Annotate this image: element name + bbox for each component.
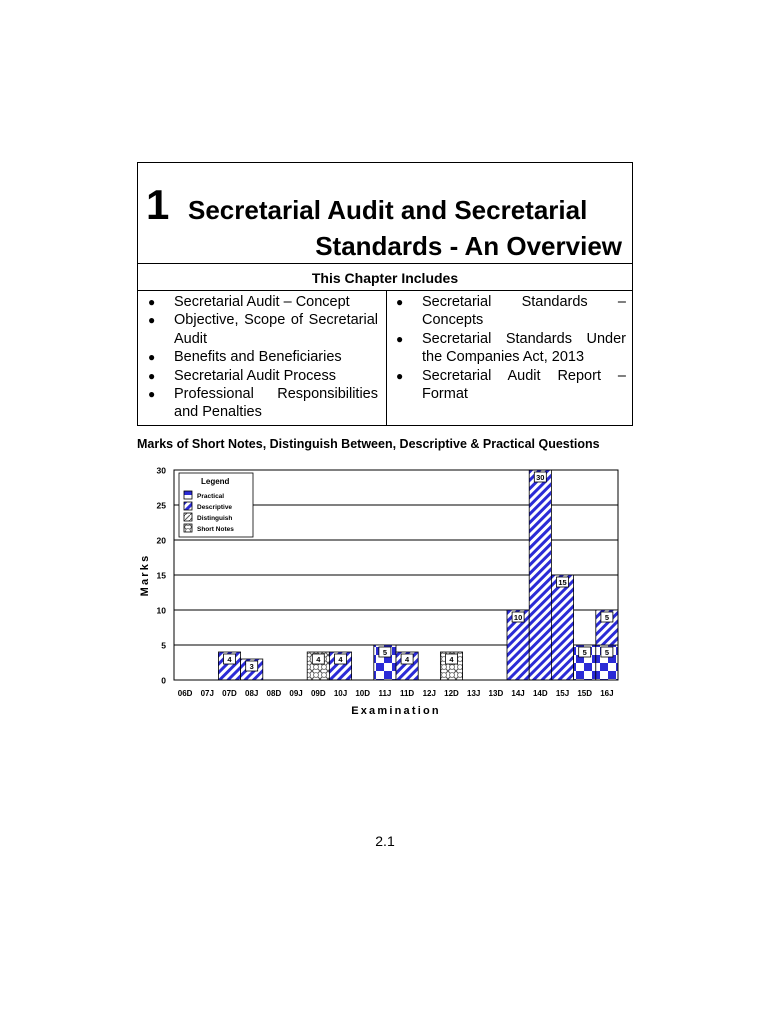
data-label: 5	[382, 648, 387, 657]
x-tick-label: 10D	[355, 689, 371, 698]
x-tick-label: 09J	[289, 689, 303, 698]
chapter-number: 1	[146, 181, 170, 228]
x-axis-title: Examination	[351, 705, 441, 717]
page-number: 2.1	[375, 833, 395, 849]
x-tick-label: 12D	[444, 689, 459, 698]
legend-label-short-notes: Short Notes	[197, 526, 234, 533]
divider	[138, 290, 632, 291]
y-tick-label: 5	[161, 640, 166, 651]
x-tick-label: 08J	[245, 689, 259, 698]
data-label: 30	[536, 473, 545, 482]
x-tick-label: 07D	[222, 689, 237, 698]
x-tick-label: 13J	[467, 689, 481, 698]
topic-item: ● Secretarial Audit Report – Format	[396, 367, 626, 404]
topic-item: ● Benefits and Beneficiaries	[148, 348, 378, 366]
topic-item: ● Secretarial Audit Process	[148, 367, 378, 385]
includes-heading: This Chapter Includes	[311, 270, 459, 286]
legend-label-distinguish: Distinguish	[197, 515, 233, 522]
chapter-title-line2: Standards - An Overview	[315, 231, 622, 261]
y-tick-label: 0	[161, 675, 166, 686]
topic-item: ● Professional Responsibilities and Penalties	[148, 385, 378, 422]
chart-title: Marks of Short Notes, Distinguish Between, Descriptive & Practical Questions	[137, 437, 600, 451]
x-tick-label: 11D	[399, 689, 415, 698]
x-tick-label: 16J	[600, 689, 614, 698]
data-label: 5	[604, 613, 609, 622]
legend-label-practical: Practical	[197, 493, 225, 500]
x-tick-label: 10J	[333, 689, 348, 698]
y-axis-title: Marks	[139, 553, 151, 597]
data-label: 15	[558, 578, 567, 587]
data-label: 4	[227, 655, 232, 664]
topic-item: ● Objective, Scope of Secretarial Audit	[148, 311, 378, 348]
x-tick-label: 11J	[378, 689, 392, 698]
legend-swatch-distinguish	[184, 513, 192, 521]
data-label: 10	[513, 613, 523, 622]
x-tick-label: 15J	[555, 689, 570, 698]
legend-label-descriptive: Descriptive	[197, 504, 233, 511]
legend-swatch-short-notes	[184, 524, 192, 532]
data-label: 5	[604, 648, 609, 657]
topics-right-list	[396, 293, 626, 403]
y-tick-label: 30	[156, 465, 166, 476]
y-tick-label: 20	[156, 535, 166, 546]
legend-swatch-descriptive	[184, 502, 192, 510]
topic-item: ● Secretarial Standards – Concepts	[396, 293, 626, 330]
data-label: 4	[405, 655, 410, 664]
y-tick-label: 25	[156, 500, 166, 511]
legend-swatch-practical	[184, 491, 192, 499]
y-tick-label: 10	[156, 605, 166, 616]
topic-item: ● Secretarial Audit – Concept	[148, 293, 378, 311]
data-label: 5	[582, 648, 587, 657]
data-label: 4	[449, 655, 454, 664]
x-tick-label: 09D	[310, 689, 326, 698]
x-tick-label: 06D	[177, 689, 193, 698]
column-divider	[386, 290, 387, 425]
data-label: 4	[316, 655, 321, 664]
divider	[138, 263, 632, 264]
x-tick-label: 12J	[422, 689, 436, 698]
x-tick-label: 14D	[532, 689, 548, 698]
x-tick-label: 14J	[511, 689, 525, 698]
x-tick-label: 13D	[488, 689, 504, 698]
chapter-title-line1: Secretarial Audit and Secretarial	[188, 195, 588, 225]
bar-descriptive	[529, 470, 551, 680]
x-tick-label: 07J	[200, 689, 214, 698]
x-tick-label: 15D	[577, 689, 593, 698]
marks-bar-chart	[120, 455, 630, 725]
bar-descriptive	[551, 575, 573, 680]
topic-item: ● Secretarial Standards Under the Companies Act, 2013	[396, 330, 626, 367]
data-label: 4	[338, 655, 343, 664]
chapter-header-box	[137, 162, 633, 426]
data-label: 3	[249, 662, 254, 671]
legend-title: Legend	[201, 477, 230, 486]
x-tick-label: 08D	[266, 689, 282, 698]
topics-left-list	[148, 293, 378, 422]
y-tick-label: 15	[156, 570, 166, 581]
